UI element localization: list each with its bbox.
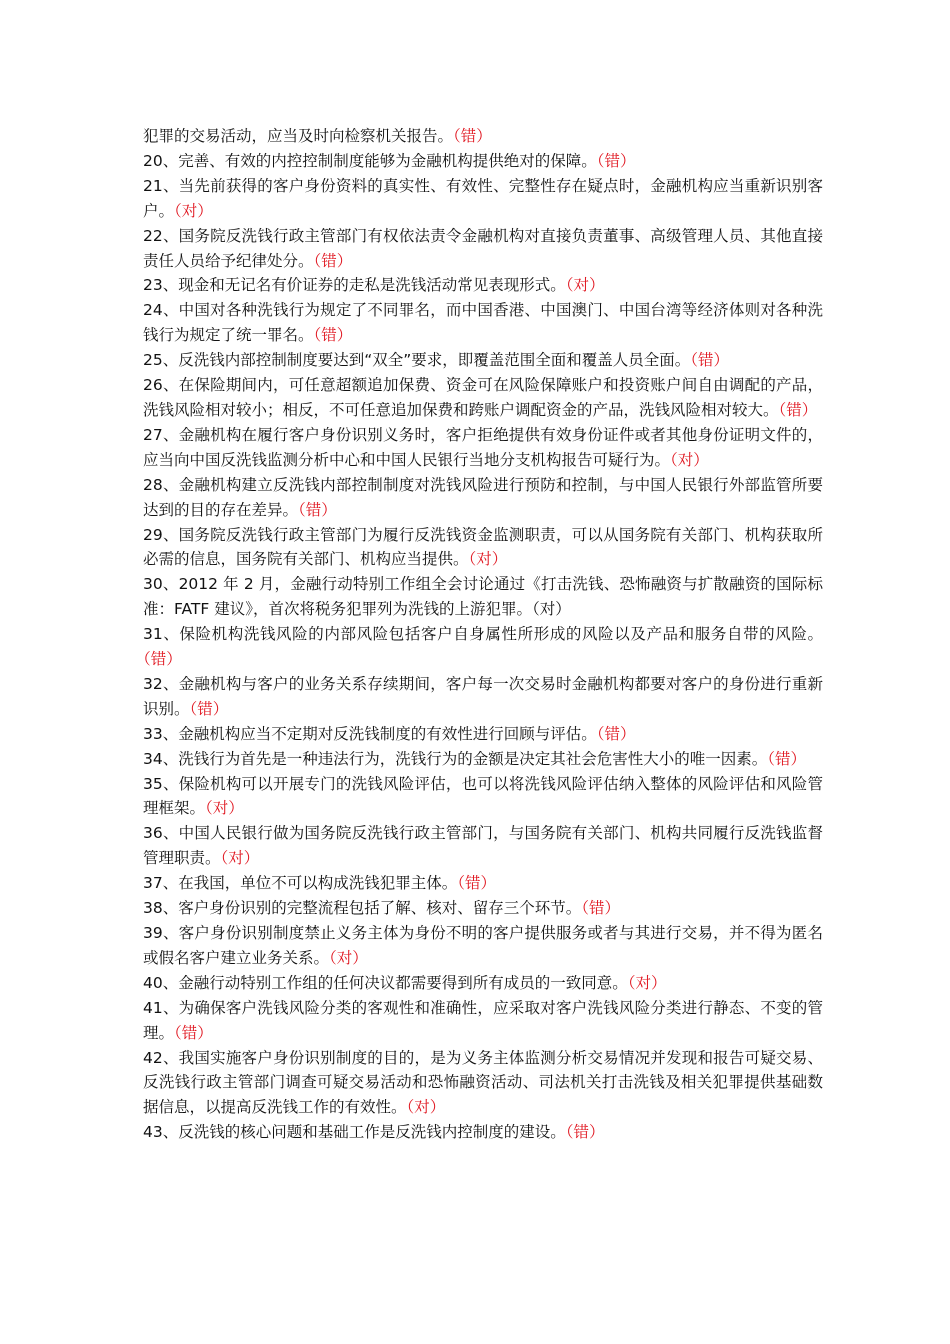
answer-mark: （对） — [329, 948, 368, 967]
answer-mark: （对） — [468, 550, 508, 569]
question-item — [143, 722, 823, 747]
question-text: 42、我国实施客户身份识别制度的目的，是为义务主体监测分析交易情况并发现和报告可疑交易、反洗钱行政主管部门调查可疑交易活动和恐怖融资活动、司法机关打击洗钱及相关犯罪提供基础数据信息，以提高反洗钱工作的有效性。 — [143, 1048, 823, 1117]
question-text: 24、中国对各种洗钱行为规定了不同罪名，而中国香港、中国澳门、中国台湾等经济体则对各种洗钱行为规定了统一罪名。 — [143, 301, 823, 345]
question-list — [143, 124, 823, 1145]
question-text: 31、保险机构洗钱风险的内部风险包括客户自身属性所形成的风险以及产品和服务自带的风险。 — [143, 625, 823, 644]
question-item — [143, 821, 823, 871]
answer-mark: （错） — [143, 650, 182, 669]
answer-mark: （错） — [189, 699, 229, 718]
question-item — [143, 971, 823, 996]
question-text: 36、中国人民银行做为国务院反洗钱行政主管部门，与国务院有关部门、机构共同履行反洗钱监督管理职责。 — [143, 824, 823, 868]
answer-mark: （对） — [627, 973, 667, 992]
question-item — [143, 174, 823, 224]
answer-mark: （对） — [205, 799, 244, 818]
answer-mark: （错） — [457, 874, 496, 893]
answer-mark: （错） — [690, 351, 730, 370]
answer-mark: （错） — [581, 899, 620, 918]
answer-mark: （对） — [220, 849, 260, 868]
answer-mark: （对） — [531, 600, 571, 619]
answer-mark: （错） — [767, 749, 806, 768]
question-text: 33、金融机构应当不定期对反洗钱制度的有效性进行回顾与评估。 — [143, 724, 597, 743]
question-text: 27、金融机构在履行客户身份识别义务时，客户拒绝提供有效身份证件或者其他身份证明文件的，应当向中国反洗钱监测分析中心和中国人民银行当地分支机构报告可疑行为。 — [143, 425, 823, 469]
question-item — [143, 1046, 823, 1121]
question-text: 30、2012 年 2 月，金融行动特别工作组全会讨论通过《打击洗钱、恐怖融资与扩散融资的国际标准：FATF 建议》，首次将税务犯罪列为洗钱的上游犯罪。 — [143, 575, 823, 619]
answer-mark: （错） — [778, 400, 818, 419]
answer-mark: （错） — [565, 1123, 605, 1142]
question-text: 34、洗钱行为首先是一种违法行为，洗钱行为的金额是决定其社会危害性大小的唯一因素。 — [143, 749, 768, 768]
question-text: 32、金融机构与客户的业务关系存续期间，客户每一次交易时金融机构都要对客户的身份进行重新识别。 — [143, 674, 823, 718]
question-text: 28、金融机构建立反洗钱内部控制制度对洗钱风险进行预防和控制，与中国人民银行外部监管所要达到的目的存在差异。 — [143, 475, 823, 519]
answer-mark: （错） — [313, 251, 353, 270]
question-item — [143, 149, 823, 174]
question-text: 犯罪的交易活动，应当及时向检察机关报告。 — [143, 127, 454, 145]
question-item — [143, 423, 823, 473]
answer-mark: （对） — [565, 276, 605, 295]
question-item — [143, 124, 823, 149]
answer-mark: （错） — [596, 151, 636, 170]
answer-mark: （错） — [596, 724, 636, 743]
question-item — [143, 523, 823, 573]
question-item — [143, 373, 823, 423]
question-text: 35、保险机构可以开展专门的洗钱风险评估，也可以将洗钱风险评估纳入整体的风险评估和风险管理框架。 — [143, 774, 823, 818]
answer-mark: （错） — [453, 127, 492, 145]
question-text: 21、当先前获得的客户身份资料的真实性、有效性、完整性存在疑点时，金融机构应当重新识别客户。 — [143, 176, 823, 220]
question-item — [143, 896, 823, 921]
question-item — [143, 871, 823, 896]
question-text: 26、在保险期间内，可任意超额追加保费、资金可在风险保障账户和投资账户间自由调配的产品，洗钱风险相对较小；相反，不可任意追加保费和跨账户调配资金的产品，洗钱风险相对较大。 — [143, 376, 823, 419]
question-item — [143, 772, 823, 822]
question-item — [143, 224, 823, 274]
question-item — [143, 921, 823, 971]
question-item — [143, 672, 823, 722]
answer-mark: （对） — [670, 450, 709, 469]
question-item — [143, 273, 823, 298]
question-text: 37、在我国，单位不可以构成洗钱犯罪主体。 — [143, 874, 458, 893]
question-item — [143, 622, 823, 672]
question-text: 22、国务院反洗钱行政主管部门有权依法责令金融机构对直接负责董事、高级管理人员、其他直接责任人员给予纪律处分。 — [143, 226, 823, 270]
answer-mark: （错） — [298, 500, 337, 519]
question-item — [143, 996, 823, 1046]
question-text: 29、国务院反洗钱行政主管部门为履行反洗钱资金监测职责，可以从国务院有关部门、机构获取所必需的信息，国务院有关部门、机构应当提供。 — [143, 525, 823, 569]
question-item — [143, 1120, 823, 1145]
question-text: 25、反洗钱内部控制制度要达到“双全”要求，即覆盖范围全面和覆盖人员全面。 — [143, 351, 691, 370]
answer-mark: （对） — [406, 1098, 446, 1117]
question-text: 41、为确保客户洗钱风险分类的客观性和准确性，应采取对客户洗钱风险分类进行静态、不变的管理。 — [143, 998, 823, 1042]
question-text: 23、现金和无记名有价证券的走私是洗钱活动常见表现形式。 — [143, 276, 566, 295]
question-text: 20、完善、有效的内控控制制度能够为金融机构提供绝对的保障。 — [143, 151, 597, 170]
question-text: 40、金融行动特别工作组的任何决议都需要得到所有成员的一致同意。 — [143, 973, 628, 992]
answer-mark: （对） — [174, 201, 213, 220]
question-text: 43、反洗钱的核心问题和基础工作是反洗钱内控制度的建设。 — [143, 1123, 566, 1142]
question-text: 38、客户身份识别的完整流程包括了解、核对、留存三个环节。 — [143, 899, 582, 918]
question-item — [143, 298, 823, 348]
answer-mark: （错） — [313, 326, 353, 345]
question-item — [143, 747, 823, 772]
question-item — [143, 473, 823, 523]
question-text: 39、客户身份识别制度禁止义务主体为身份不明的客户提供服务或者与其进行交易，并不得为匿名或假名客户建立业务关系。 — [143, 924, 823, 967]
question-item — [143, 348, 823, 373]
answer-mark: （错） — [174, 1023, 213, 1042]
question-item — [143, 572, 823, 622]
